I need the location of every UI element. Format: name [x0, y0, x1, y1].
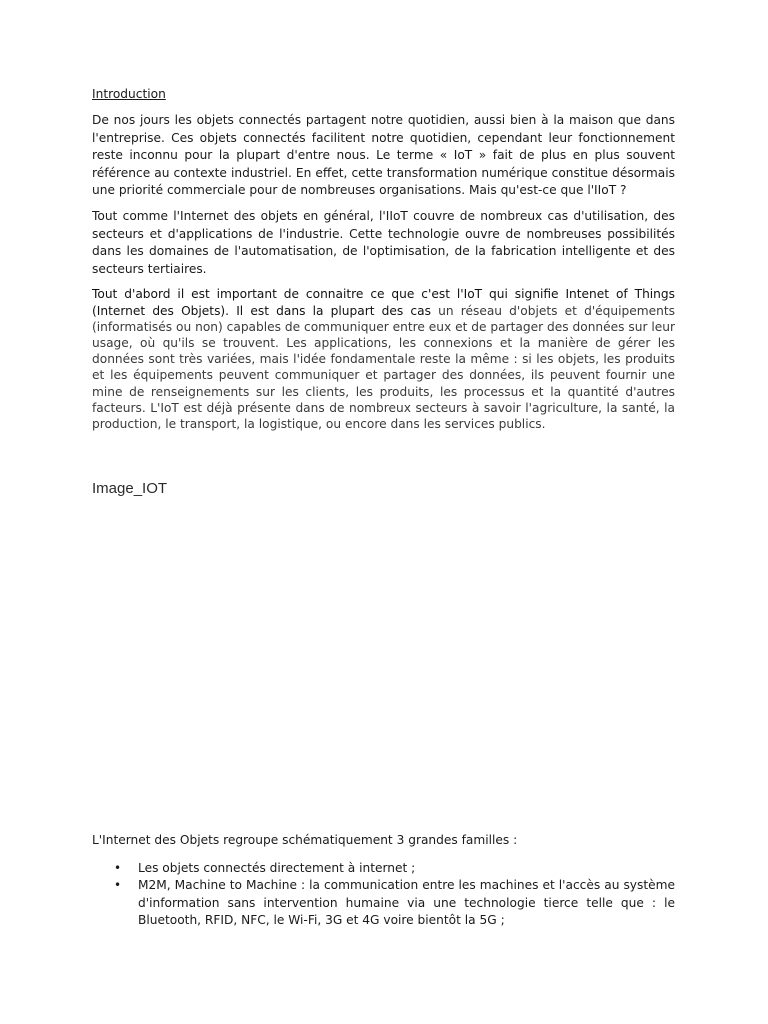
list-item [92, 877, 675, 930]
list-item [92, 860, 675, 878]
families-intro: L'Internet des Objets regroupe schématiquement 3 grandes familles : [92, 833, 518, 847]
intro-paragraph-2: Tout comme l'Internet des objets en général, l'IIoT couvre de nombreux cas d'utilisation, des secteurs et d'applications de l'industrie. Cette technologie ouvre de nombreuses possibilités dans les domaines de l'automatisation, de l'optimisation, de la fabrication intelligente et des secteurs tertiaires. [92, 208, 675, 276]
list-item-text: M2M, Machine to Machine : la communication entre les machines et l'accès au système d'information sans intervention humaine via une technologie tierce telle que : le Bluetooth, RFID, NFC, le Wi-Fi, 3G et 4G voire bientôt la 5G ; [138, 878, 675, 928]
bullet-icon: • [114, 860, 122, 875]
section-heading: Introduction [92, 87, 166, 101]
list-item-text: Les objets connectés directement à internet ; [138, 860, 416, 875]
families-list [92, 860, 675, 930]
image-placeholder [92, 505, 675, 825]
document-body [92, 86, 675, 432]
intro-paragraph-1: De nos jours les objets connectés partagent notre quotidien, aussi bien à la maison que dans l'entreprise. Ces objets connectés facilitent notre quotidien, cependant leur fonctionnement reste inconnu pour la plupart d'entre nous. Le terme « IoT » fait de plus en plus souvent référence au contexte industriel. En effet, cette transformation numérique constitue désormais une priorité commerciale pour de nombreuses organisations. Mais qu'est-ce que l'IIoT ? [92, 113, 675, 198]
families-section [92, 832, 675, 930]
image-caption: Image_IOT [92, 480, 168, 497]
paragraph-3-rest: un réseau d'objets et d'équipements (informatisés ou non) capables de communiquer entre eux et de partager des données sur leur usage, où qu'ils se trouvent. Les applications, les connexions et la manière de gérer les données sont très variées, mais l'idée fondamentale reste la même : si les objets, les produits et les équipements peuvent communiquer et partager des données, ils peuvent fournir une mine de renseignements sur les clients, les produits, les processus et la quantité d'autres facteurs. L'IoT est déjà présente dans de nombreux secteurs à savoir l'agriculture, la santé, la production, le transport, la logistique, ou encore dans les services publics. [92, 303, 675, 431]
bullet-icon: • [114, 878, 122, 893]
paragraph-3-lead: Tout d'abord il est important de connaitre ce que c'est l'IoT qui signifie Intenet of Things (Internet des Objets). Il est dans la plupart des cas [92, 287, 675, 318]
intro-paragraph-3 [92, 286, 675, 432]
